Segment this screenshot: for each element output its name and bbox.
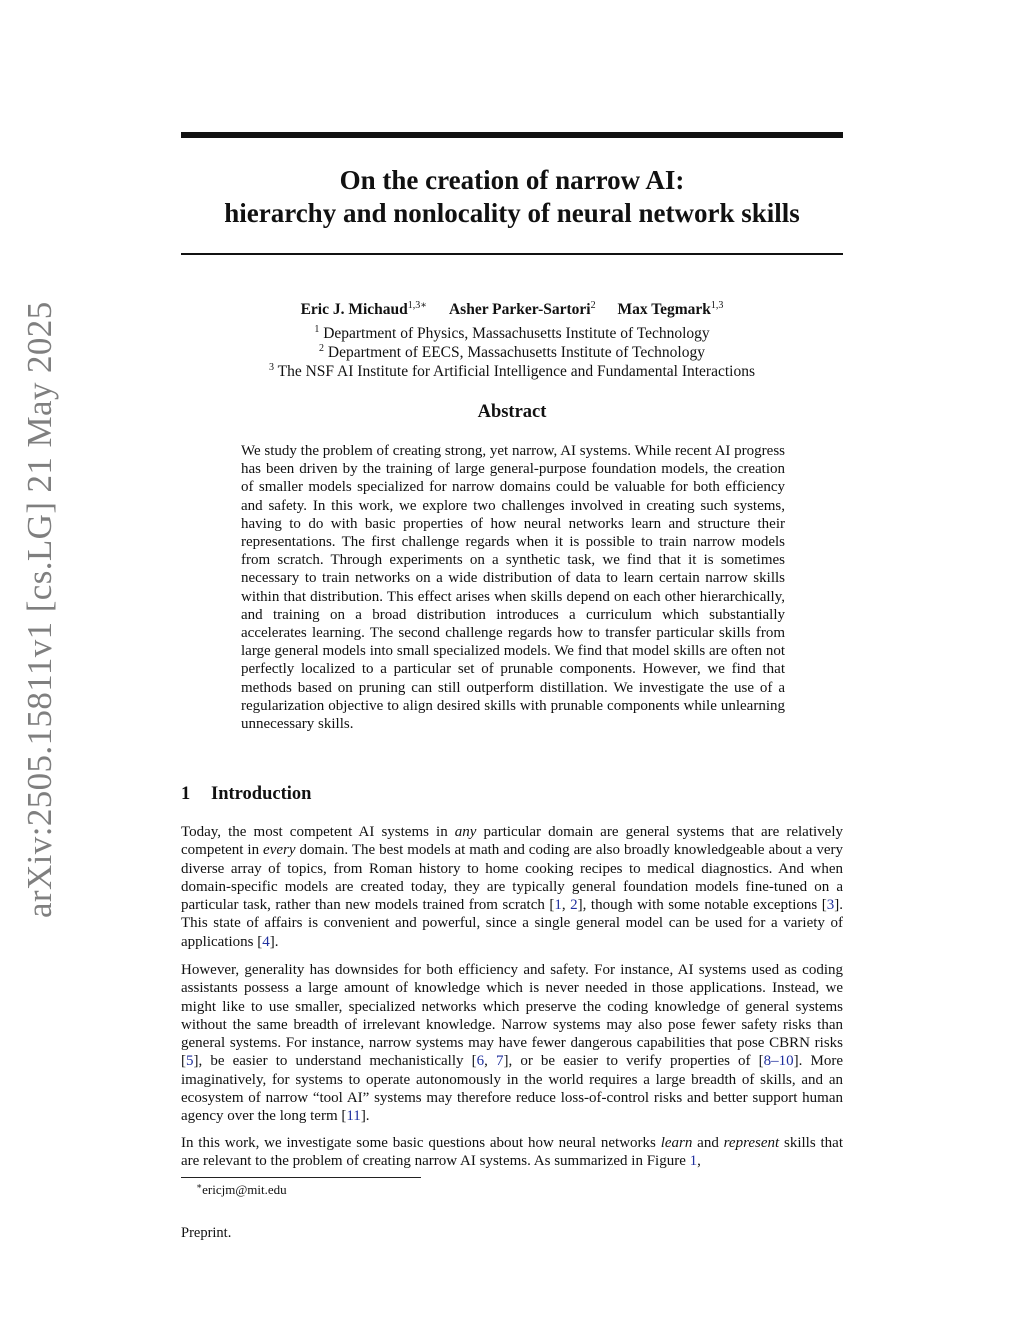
text-run: ]. More imaginatively, for systems to operate autonomously in the world requires a large breadth of skills, and an ecosystem of narrow “tool AI” systems may therefore reduce loss-of-control risks and better support human agency over the long term [ <box>181 1053 843 1125</box>
author <box>617 301 723 318</box>
text-run: In this work, we investigate some basic questions about how neural networks <box>181 1135 661 1151</box>
title-top-rule <box>181 132 843 138</box>
text-run: domain. The best models at math and coding are also broadly knowledgeable about a very diverse array of topics, from Roman history to home cooking recipes to medical diagnostics. And when domain-specific models are created today, they are typically general foundation models fine-tuned on a particular task, rather than new models trained from scratch [ <box>181 842 843 914</box>
author-name: Asher Parker-Sartori <box>448 301 591 318</box>
text-run: , <box>561 897 571 914</box>
affiliation-mark: 1 <box>314 324 320 335</box>
affiliation-mark: 3 <box>269 362 275 373</box>
emphasis: every <box>263 842 296 859</box>
author <box>301 301 428 318</box>
footnote-rule <box>181 1177 421 1178</box>
author-affiliation-marks: 2 <box>590 300 596 311</box>
footnote-email: ericjm@mit.edu <box>202 1182 287 1197</box>
citation-link[interactable]: 1 <box>554 897 562 914</box>
title-line-2: hierarchy and nonlocality of neural network skills <box>224 198 800 228</box>
text-run: and <box>692 1135 724 1151</box>
abstract-body: We study the problem of creating strong, yet narrow, AI systems. While recent AI progress has been driven by the training of large general-purpose foundation models, the creation of smaller models specialized for narrow domains could be valuable for both efficiency and safety. In this work, we explore two challenges involved in creating such systems, having to do with basic properties of how neural networks learn and structure their representations. The first challenge regards when it is possible to train narrow models from scratch. Through experiments on a synthetic task, we find that it is sometimes necessary to train networks on a wide distribution of data to learn certain narrow skills within that distribution. This effect arises when skills depend on each other hierarchically, and training on a broad distribution introduces a curriculum which substantially accelerates learning. The second challenge regards how to transfer particular skills from large general models into small specialized models. We find that model skills are often not perfectly localized to a particular set of prunable components. However, we find that methods based on pruning can still outperform distillation. We investigate the use of a regularization objective to align desired skills with prunable components while unlearning unnecessary skills. <box>241 443 785 733</box>
author-affiliation-marks: 1,3∗ <box>407 300 428 311</box>
author-name: Eric J. Michaud <box>300 301 408 318</box>
text-run: Today, the most competent AI systems in <box>181 824 455 840</box>
title-line-1: On the creation of narrow AI: <box>339 165 685 195</box>
emphasis: represent <box>723 1135 780 1151</box>
text-run: ], though with some notable exceptions [ <box>577 897 827 914</box>
emphasis: learn <box>660 1135 693 1151</box>
text-run: ]. <box>360 1108 370 1125</box>
title-bottom-rule <box>181 253 843 255</box>
affiliation <box>181 343 843 362</box>
section-title: Introduction <box>211 784 312 804</box>
text-run: ]. This state of affairs is convenient and powerful, since a single general model can be used for a variety of applications [ <box>181 897 843 950</box>
text-run: skills that are relevant to the problem of creating narrow AI systems. As summarized in Figure <box>181 1135 843 1170</box>
affiliation <box>181 362 843 381</box>
section-heading <box>181 782 311 806</box>
citation-link[interactable]: 3 <box>826 897 835 914</box>
emphasis: any <box>454 824 477 840</box>
text-run: , <box>484 1053 496 1070</box>
affiliation <box>181 324 843 343</box>
citation-link[interactable]: 6 <box>476 1053 485 1070</box>
preprint-label: Preprint. <box>181 1225 232 1241</box>
author-affiliation-marks: 1,3 <box>710 300 724 311</box>
text-run: ], be easier to understand mechanistically [ <box>193 1053 477 1070</box>
affiliation-list <box>181 324 843 381</box>
text-run: ], or be easier to verify properties of [ <box>503 1053 764 1070</box>
citation-link[interactable]: 2 <box>570 897 578 914</box>
intro-paragraph-3 <box>181 1134 843 1171</box>
citation-link[interactable]: 5 <box>186 1053 194 1070</box>
abstract-heading: Abstract <box>477 402 547 422</box>
paper-title <box>181 164 843 230</box>
affiliation-mark: 2 <box>319 343 325 354</box>
citation-link[interactable]: 7 <box>495 1053 504 1070</box>
affiliation-text: Department of EECS, Massachusetts Institute of Technology <box>327 344 705 361</box>
citation-link[interactable]: 11 <box>346 1108 361 1125</box>
text-run: However, generality has downsides for both efficiency and safety. For instance, AI systems used as coding assistants possess a large amount of knowledge which is never needed in those applications. Instead, we might like to use smaller, specialized networks which preserve the coding knowledge of general systems without the same breadth of irrelevant knowledge. Narrow systems may also pose fewer safety risks than general systems. For instance, narrow systems may have fewer dangerous capabilities that pose CBRN risks [ <box>181 962 843 1070</box>
citation-link[interactable]: 8–10 <box>763 1053 794 1070</box>
section-number: 1 <box>181 784 191 804</box>
intro-paragraph-2 <box>181 961 843 1126</box>
text-run: ]. <box>269 933 279 950</box>
author-list <box>181 299 843 321</box>
arxiv-side-stamp: arXiv:2505.15811v1 [cs.LG] 21 May 2025 <box>20 301 59 918</box>
affiliation-text: Department of Physics, Massachusetts Institute of Technology <box>323 325 710 342</box>
figure-link[interactable]: 1 <box>689 1153 698 1170</box>
footnote <box>196 1182 287 1198</box>
text-run: , <box>697 1153 701 1170</box>
footnote-mark: ∗ <box>196 1181 203 1191</box>
author <box>449 301 596 318</box>
affiliation-text: The NSF AI Institute for Artificial Intelligence and Fundamental Interactions <box>277 363 755 380</box>
intro-paragraph-1 <box>181 823 843 951</box>
citation-link[interactable]: 4 <box>262 933 270 950</box>
author-name: Max Tegmark <box>617 301 711 318</box>
text-run: particular domain are general systems that are relatively competent in <box>181 824 843 859</box>
